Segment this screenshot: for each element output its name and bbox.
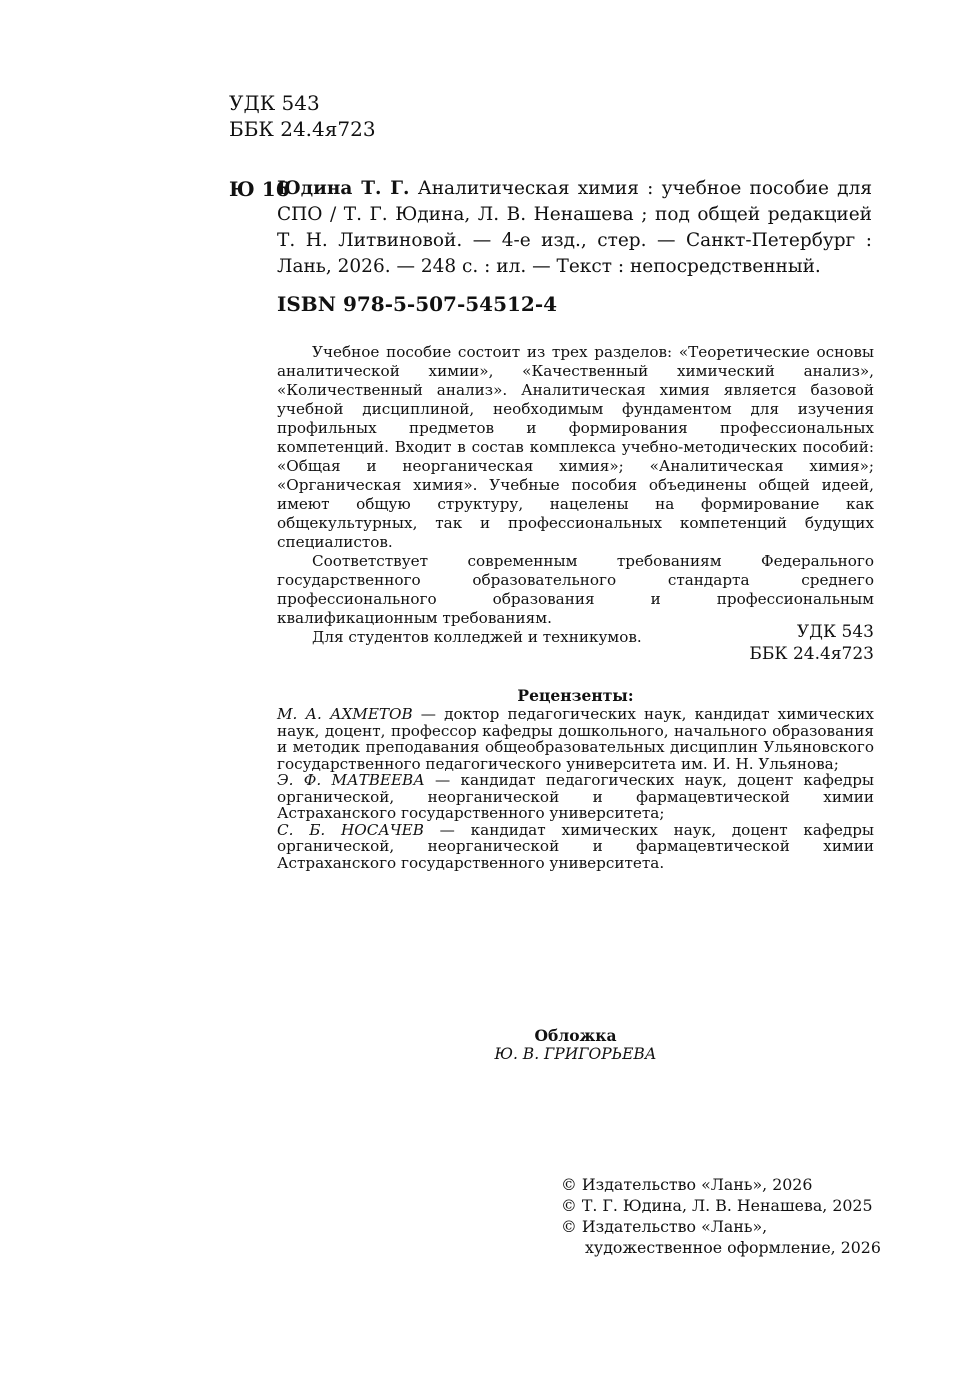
bbk-code: ББК 24.4я723 (229, 117, 376, 141)
copyright-line: © Т. Г. Юдина, Л. В. Ненашева, 2025 (561, 1196, 873, 1215)
reviewer-details: — доктор педагогических наук, кандидат химических наук, доцент, профессор кафедры дошкольного, начального образования и методик преподавания общеобразовательных дисциплин Ульяновского государственного педагогического университета им. И. Н. Ульянова; (277, 705, 874, 773)
reviewer-name: М. А. АХМЕТОВ (277, 705, 413, 723)
isbn: ISBN 978-5-507-54512-4 (277, 292, 558, 316)
reviewer-entry (277, 772, 874, 822)
copyright-line: © Издательство «Лань», (561, 1217, 768, 1236)
bibliographic-record (277, 176, 872, 280)
annotation (277, 343, 874, 647)
udk-code: УДК 543 (796, 622, 874, 642)
reviewer-name: Э. Ф. МАТВЕЕВА (277, 771, 425, 789)
annotation-paragraph: Учебное пособие состоит из трех разделов: «Теоретические основы аналитической химии», «Качественный химический анализ», «Количественный анализ». Аналитическая химия является базовой учебной дисциплиной, необходимым фундаментом для изучения профильных предметов и формирования профессиональных компетенций. Входит в состав комплекса учебно-методических пособий: «Общая и неорганическая химия»; «Аналитическая химия»; «Органическая химия». Учебные пособия объединены общей идеей, имеют общую структуру, нацелены на формирование как общекультурных, так и профессиональных компетенций будущих специалистов. (277, 343, 874, 551)
cover-designer: Ю. В. ГРИГОРЬЕВА (494, 1045, 657, 1063)
top-classification (229, 90, 376, 142)
reviewer-entry (277, 706, 874, 772)
author-sign: Ю 16 (229, 177, 290, 201)
udk-code: УДК 543 (229, 91, 320, 115)
cover-credit (277, 1026, 874, 1064)
copyright-line: художественное оформление, 2026 (585, 1238, 881, 1257)
reviewer-details: — кандидат педагогических наук, доцент кафедры органической, неорганической и фармацевтической химии Астраханского государственного университета; (277, 771, 875, 822)
reviewer-details: — кандидат химических наук, доцент кафедры органической, неорганической и фармацевтической химии Астраханского государственного университета. (277, 820, 875, 872)
cover-heading: Обложка (534, 1026, 617, 1045)
annotation-paragraph: Для студентов колледжей и техникумов. (312, 628, 642, 646)
reviewer-entry (277, 822, 874, 872)
annotation-paragraph: Соответствует современным требованиям Федерального государственного образовательного стандарта среднего профессионального образования и профессиональным квалификационным требованиям. (277, 552, 874, 627)
bottom-classification (749, 621, 874, 665)
reviewers-list (277, 706, 874, 871)
reviewers-heading: Рецензенты: (517, 686, 634, 705)
bbk-code: ББК 24.4я723 (749, 644, 874, 664)
reviewer-name: С. Б. НОСАЧЕВ (277, 820, 424, 839)
copyright-line: © Издательство «Лань», 2026 (561, 1175, 813, 1194)
record-author: Юдина Т. Г. (277, 178, 410, 199)
copyright-block (561, 1174, 881, 1258)
record-description: Аналитическая химия : учебное пособие для СПО / Т. Г. Юдина, Л. В. Ненашева ; под общей редакцией Т. Н. Литвиновой. — 4-е изд., стер. — Санкт-Петербург : Лань, 2026. — 248 с. : ил. — Текст : непосредственный. (277, 178, 872, 277)
